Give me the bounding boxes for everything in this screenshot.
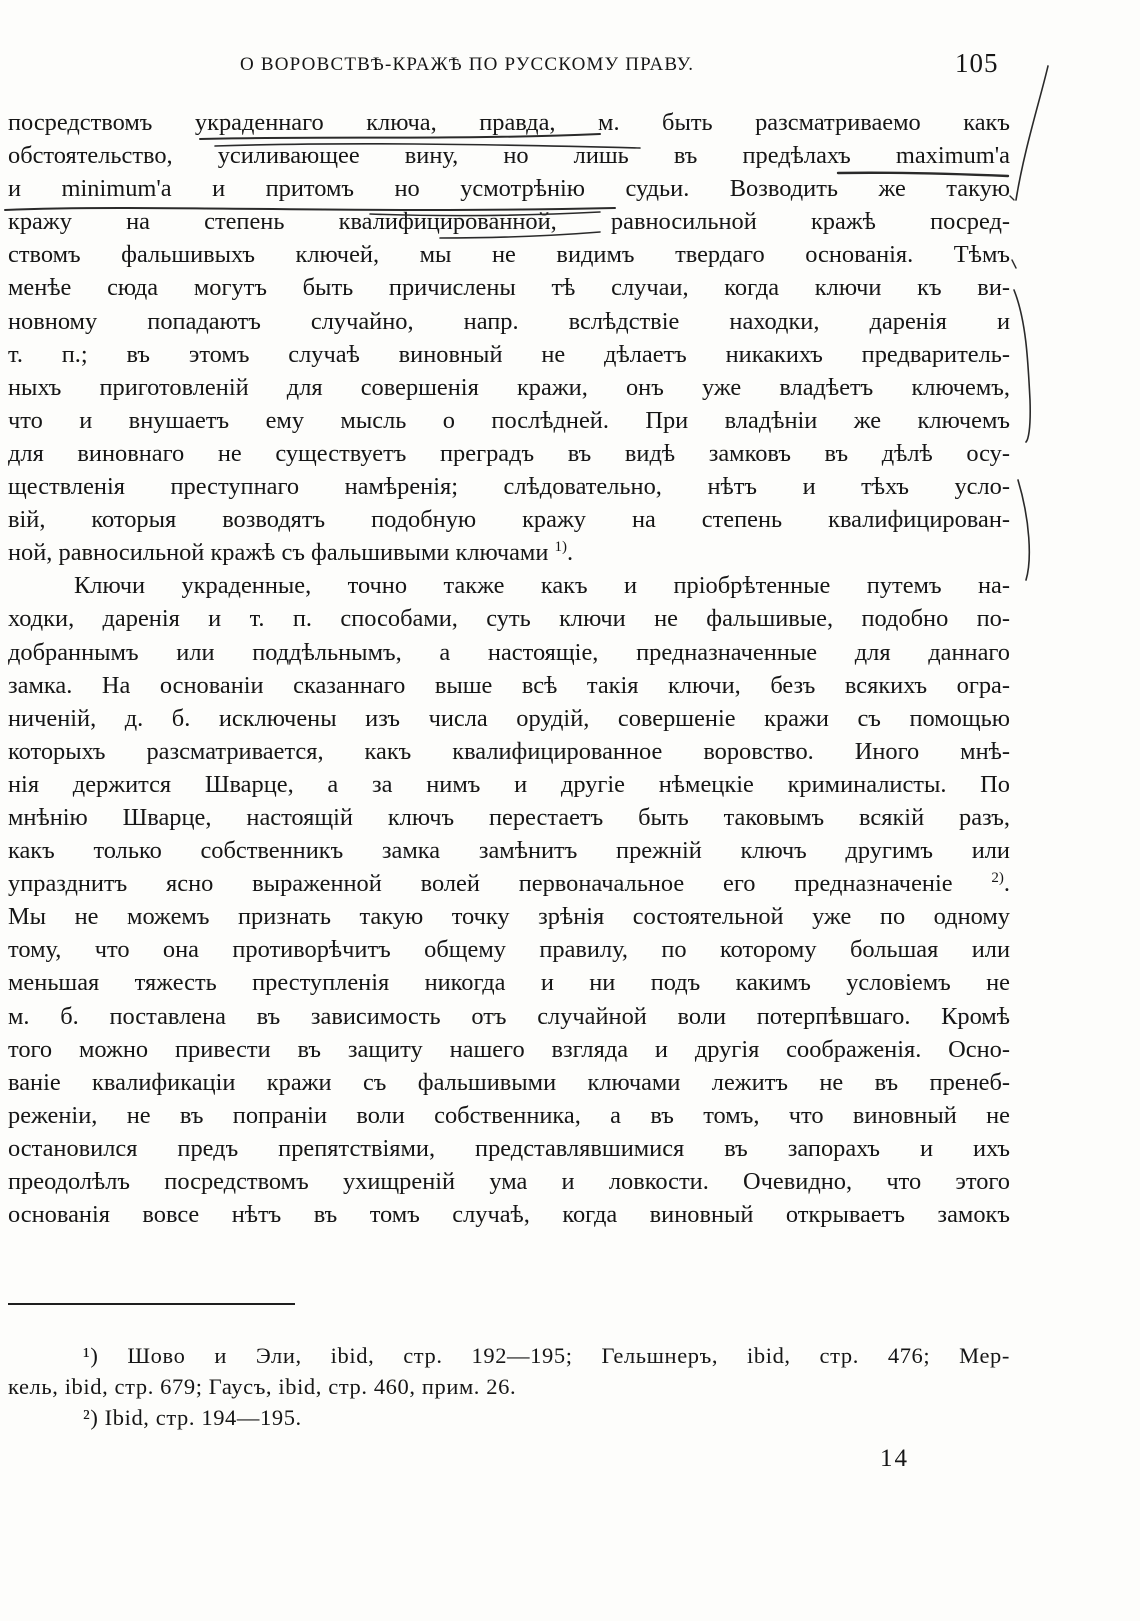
body-line-29: того можно привести въ защиту нашего взгляда и другія соображенія. Осно- bbox=[8, 1035, 1010, 1063]
footnotes bbox=[8, 1340, 1010, 1433]
body-text bbox=[8, 106, 1010, 1231]
body-line-16: ходки, даренія и т. п. способами, суть ключи не фальшивые, подобно по- bbox=[8, 605, 1010, 633]
body-line-18: замка. На основаніи сказаннаго выше всѣ такія ключи, безъ всякихъ огра- bbox=[8, 671, 1010, 699]
body-line-21: нія держится Шварце, а за нимъ и другіе нѣмецкіе криминалисты. По bbox=[8, 770, 1010, 798]
body-line-17: добраннымъ или поддѣльнымъ, а настоящіе, предназначенные для даннаго bbox=[8, 638, 1010, 666]
body-line-19: ниченій, д. б. исключены изъ числа орудій, совершеніе кражи съ помощью bbox=[8, 704, 1010, 732]
body-line-8: т. п.; въ этомъ случаѣ виновный не дѣлаетъ никакихъ предваритель- bbox=[8, 340, 1010, 368]
footnote-divider bbox=[8, 1303, 295, 1305]
footnote-ref-1: 1) bbox=[554, 539, 568, 556]
footnote-1-line-2: кель, ibid, стр. 679; Гаусъ, ibid, стр. 460, прим. 26. bbox=[8, 1374, 517, 1399]
body-line-1: посредствомъ украденнаго ключа, правда, м. быть разсматриваемо какъ bbox=[8, 109, 1010, 136]
body-line-9: ныхъ приготовленій для совершенія кражи, онъ уже владѣетъ ключемъ, bbox=[8, 373, 1010, 401]
body-line-13: вій, которыя возводятъ подобную кражу на степень квалифицирован- bbox=[8, 506, 1010, 534]
body-line-32: остановился предъ препятствіями, представлявшимися въ запорахъ и ихъ bbox=[8, 1134, 1010, 1162]
pencil-tick-1 bbox=[1010, 196, 1014, 200]
signature-mark: 14 bbox=[880, 1445, 909, 1472]
body-line-14: ной, равносильной кражѣ съ фальшивыми ключами $^{1)}$. bbox=[8, 539, 574, 567]
body-line-20: которыхъ разсматривается, какъ квалифицированное воровство. Иного мнѣ- bbox=[8, 737, 1010, 765]
running-title: О ВОРОВСТВѢ-КРАЖѢ ПО РУССКОМУ ПРАВУ. bbox=[240, 54, 695, 75]
body-line-2: обстоятельство, усиливающее вину, но лишь въ предѣлахъ maximum'а bbox=[8, 142, 1010, 170]
body-line-26: тому, что она противорѣчитъ общему правилу, по которому большая или bbox=[8, 936, 1010, 964]
body-line-23: какъ только собственникъ замка замѣнитъ прежній ключъ другимъ или bbox=[8, 837, 1010, 865]
body-line-22: мнѣнію Шварце, настоящій ключъ перестаетъ быть таковымъ всякій разъ, bbox=[8, 803, 1010, 831]
pencil-tick-2 bbox=[1012, 260, 1016, 268]
footnote-1-line-1: ¹) Шово и Эли, ibid, стр. 192—195; Гельшнеръ, ibid, стр. 476; Мер- bbox=[83, 1343, 1010, 1368]
body-line-34: основанія вовсе нѣтъ въ томъ случаѣ, когда виновный открываетъ замокъ bbox=[8, 1201, 1010, 1229]
footnote-2: ²) Ibid, стр. 194—195. bbox=[83, 1405, 302, 1430]
body-line-3: и minimum'а и притомъ но усмотрѣнію судьи. Возводить же такую bbox=[8, 175, 1010, 203]
body-line-15: Ключи украденные, точно также какъ и пріобрѣтенные путемъ на- bbox=[74, 572, 1010, 600]
body-line-7: новному попадаютъ случайно, напр. вслѣдствіе находки, даренія и bbox=[8, 307, 1010, 335]
body-line-27: меньшая тяжесть преступленія никогда и ни подъ какимъ условіемъ не bbox=[8, 969, 1010, 997]
body-line-14-text: ной, равносильной кражѣ съ фальшивыми ключами bbox=[8, 539, 549, 567]
body-line-10: что и внушаетъ ему мысль о послѣдней. При владѣніи же ключемъ bbox=[8, 406, 1010, 434]
body-line-24: упразднитъ ясно выраженной волей первоначальное его предназначеніе $^{2)}$. bbox=[8, 870, 1010, 898]
body-line-31: реженіи, не въ попраніи воли собственника, а въ томъ, что виновный не bbox=[8, 1101, 1010, 1129]
body-line-28: м. б. поставлена въ зависимость отъ случайной воли потерпѣвшаго. Кромѣ bbox=[8, 1002, 1010, 1030]
page-header bbox=[0, 48, 1140, 88]
page-number: 105 bbox=[955, 48, 999, 78]
body-line-24-text: упразднитъ ясно выраженной волей первоначальное его предназначеніе bbox=[8, 870, 953, 898]
body-line-4: кражу на степень квалифицированной, равносильной кражѣ посред- bbox=[8, 208, 1010, 236]
body-line-33: преодолѣлъ посредствомъ ухищреній ума и ловкости. Очевидно, что этого bbox=[8, 1168, 1010, 1195]
footnote-ref-2: 2) bbox=[991, 870, 1004, 887]
body-line-30: ваніе квалификаціи кражи съ фальшивыми ключами лежитъ не въ пренеб- bbox=[8, 1068, 1010, 1096]
body-line-25: Мы не можемъ признать такую точку зрѣнія состоятельной уже по одному bbox=[8, 903, 1010, 931]
pencil-margin-bracket-2 bbox=[1018, 480, 1029, 580]
body-line-6: менѣе сюда могутъ быть причислены тѣ случаи, когда ключи къ ви- bbox=[8, 274, 1010, 302]
body-line-12: ществленія преступнаго намѣренія; слѣдовательно, нѣтъ и тѣхъ усло- bbox=[8, 473, 1010, 501]
body-line-11: для виновнаго не существуетъ преградъ въ видѣ замковъ въ дѣлѣ осу- bbox=[8, 439, 1010, 467]
pencil-margin-bracket-1 bbox=[1014, 290, 1030, 442]
body-line-5: ствомъ фальшивыхъ ключей, мы не видимъ твердаго основанія. Тѣмъ bbox=[8, 241, 1010, 269]
